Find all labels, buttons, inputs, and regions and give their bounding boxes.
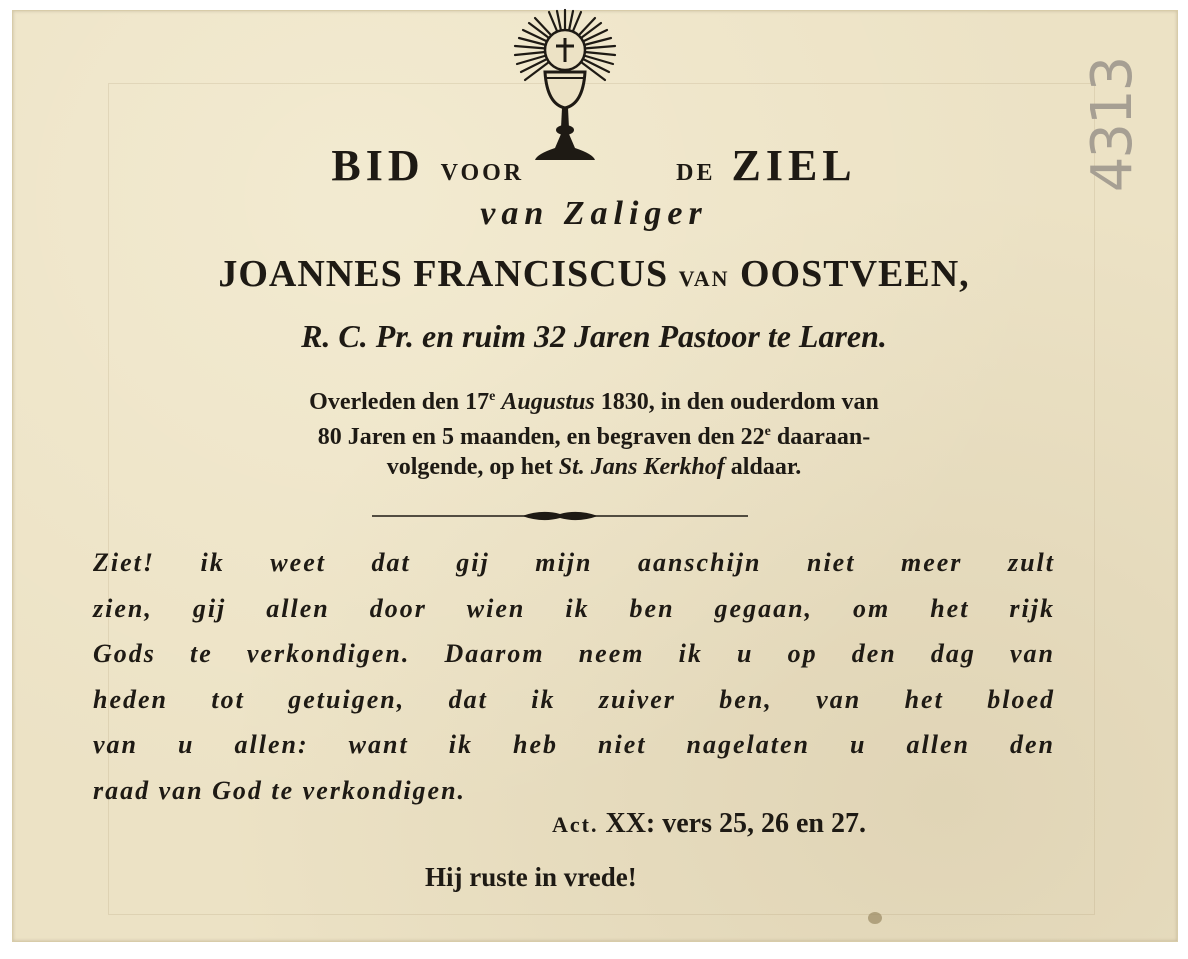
- verse-line: heden tot getuigen, dat ik zuiver ben, van het bloed: [93, 684, 1055, 714]
- verse-line: Gods te verkondigen. Daarom neem ik u op den dag van: [93, 639, 1055, 668]
- deceased-given-names: JOANNES FRANCISCUS: [218, 253, 669, 295]
- ornamental-divider: [372, 508, 748, 524]
- citation-book: Act.: [552, 812, 599, 837]
- scripture-verse: [93, 540, 1055, 813]
- verse-line: raad van God te verkondigen.: [93, 775, 467, 805]
- deceased-particle: VAN: [678, 266, 730, 291]
- paper-stain: [868, 912, 882, 924]
- citation-chapter: XX:: [605, 808, 656, 839]
- heading-ziel: ZIEL: [731, 141, 857, 190]
- obituary-on-the: volgende, op het: [386, 454, 553, 480]
- obituary-there: aldaar.: [730, 454, 802, 480]
- heading-voor: VOOR: [440, 160, 525, 186]
- deceased-surname: OOSTVEEN,: [739, 253, 970, 295]
- van-zaliger: van Zaliger: [480, 195, 708, 232]
- deceased-name: [0, 252, 1188, 296]
- superscript: e: [489, 389, 496, 404]
- obituary-line-3: [0, 452, 1188, 482]
- title-line: R. C. Pr. en ruim 32 Jaren Pastoor te Laren.: [301, 318, 887, 354]
- heading-bid: BID: [331, 141, 425, 190]
- verse-line: zien, gij allen door wien ik ben gegaan, om het rijk: [93, 593, 1055, 623]
- obituary-cemetery: St. Jans Kerkhof: [558, 454, 725, 480]
- obituary-line-2: [0, 417, 1188, 452]
- citation-verses: vers 25, 26 en 27.: [662, 808, 867, 839]
- obituary-month: Augustus: [501, 389, 595, 415]
- scripture-citation: [552, 808, 866, 840]
- obituary-following: daaraan-: [776, 424, 871, 450]
- heading-bid-voor-de-ziel: [0, 140, 1188, 191]
- obituary-death-day: Overleden den 17: [309, 389, 490, 415]
- verse-line: van u allen: want ik heb niet nagelaten u allen den: [93, 730, 1055, 759]
- obituary-line-1: [0, 382, 1188, 417]
- heading-de: DE: [676, 160, 716, 186]
- verse-line: Ziet! ik weet dat gij mijn aanschijn niet meer zult: [93, 548, 1055, 577]
- obituary-year-age: 1830, in den ouderdom van: [600, 389, 879, 415]
- obituary-text: [0, 382, 1188, 482]
- obituary-age-burial: 80 Jaren en 5 maanden, en begraven den 22: [317, 424, 765, 450]
- closing-blessing: Hij ruste in vrede!: [425, 862, 637, 892]
- superscript: e: [764, 424, 771, 439]
- inventory-number: 4313: [1079, 57, 1145, 193]
